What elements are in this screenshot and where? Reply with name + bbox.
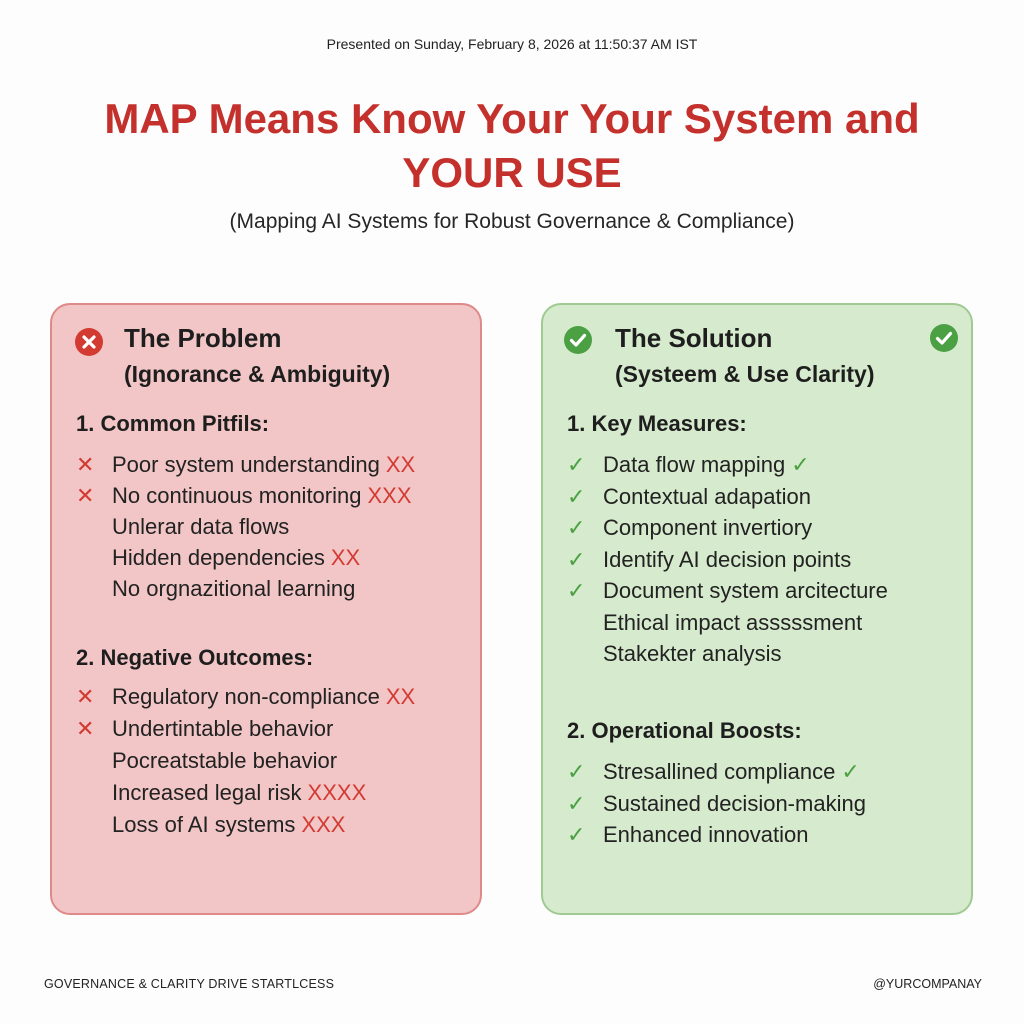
list-item-text: Poor system understanding [112, 452, 380, 477]
list-item [567, 545, 851, 575]
problem-section1-heading: 1. Common Pitfils: [76, 411, 270, 436]
footer-handle: @YURCOMPANAY [873, 977, 982, 991]
severity-marks: XXXX [307, 780, 367, 805]
list-item [76, 574, 355, 604]
severity-marks: XX [330, 545, 361, 570]
solution-section1-heading: 1. Key Measures: [567, 411, 747, 436]
check-icon: ✓ [567, 578, 586, 603]
check-circle-icon [563, 325, 593, 355]
severity-marks: XX [385, 452, 416, 477]
presented-timestamp: Presented on Sunday, February 8, 2026 at 11:50:37 AM IST [326, 36, 698, 52]
check-icon: ✓ [567, 822, 586, 847]
list-item-text: Ethical impact asssssment [603, 609, 863, 635]
list-item-text: Regulatory non-compliance [112, 684, 380, 709]
cross-icon: ✕ [76, 452, 95, 477]
list-item [567, 482, 811, 512]
list-item [76, 810, 345, 840]
cross-icon: ✕ [76, 684, 95, 709]
list-item [567, 789, 866, 819]
list-item-text: Data flow mapping [603, 452, 786, 477]
list-item [567, 450, 810, 480]
list-item-text: Increased legal risk [112, 780, 302, 805]
list-item-text: Stakekter analysis [603, 641, 782, 666]
list-item-text: Stresallined compliance [603, 759, 836, 784]
problem-section2-heading: 2. Negative Outcomes: [76, 645, 314, 670]
list-item-text: Identify AI decision points [603, 546, 852, 572]
list-item [567, 820, 809, 850]
solution-subtitle: (Systeem & Use Clarity) [615, 361, 875, 387]
check-icon: ✓ [791, 452, 810, 477]
list-item [567, 576, 888, 606]
check-icon: ✓ [567, 483, 586, 509]
list-item [76, 481, 412, 511]
list-item [567, 639, 782, 669]
severity-marks: XX [385, 684, 416, 709]
list-item [567, 513, 812, 543]
page-title [40, 92, 984, 200]
list-item-text: Enhanced innovation [603, 822, 809, 847]
list-item-text: No orgnazitional learning [112, 576, 356, 601]
problem-title: The Problem [124, 323, 282, 353]
list-item-text: Hidden dependencies [112, 545, 325, 570]
list-item-text: Undertintable behavior [112, 716, 334, 741]
check-icon: ✓ [567, 452, 586, 477]
x-circle-icon [74, 327, 104, 357]
check-icon: ✓ [567, 790, 586, 816]
list-item [76, 682, 415, 712]
list-item-text: Sustained decision-making [603, 790, 866, 816]
list-item [76, 714, 333, 744]
severity-marks: XXX [367, 483, 412, 508]
list-item [567, 608, 862, 638]
problem-subtitle: (Ignorance & Ambiguity) [124, 361, 391, 387]
list-item [76, 778, 366, 808]
solution-title: The Solution [615, 323, 773, 353]
page-subtitle: (Mapping AI Systems for Robust Governance & Compliance) [229, 210, 795, 233]
list-item-text: Contextual adapation [603, 483, 811, 509]
check-icon: ✓ [567, 759, 586, 784]
list-item [76, 543, 360, 573]
list-item [76, 512, 289, 542]
problem-panel [50, 303, 482, 915]
cross-icon: ✕ [76, 483, 95, 508]
severity-marks: XXX [301, 812, 346, 837]
list-item [76, 450, 415, 480]
solution-section2-heading: 2. Operational Boosts: [567, 718, 802, 743]
list-item-text: No continuous monitoring [112, 483, 362, 508]
solution-panel [541, 303, 973, 915]
list-item [76, 746, 337, 776]
check-icon: ✓ [567, 515, 586, 540]
list-item [567, 757, 860, 787]
title-line-1: MAP Means Know Your Your System and [104, 95, 920, 142]
list-item-text: Pocreatstable behavior [112, 748, 338, 773]
check-circle-icon [929, 323, 959, 353]
list-item-text: Loss of AI systems [112, 812, 296, 837]
list-item-text: Document system arcitecture [603, 578, 888, 603]
footer-tagline: GOVERNANCE & CLARITY DRIVE STARTLCESS [44, 977, 335, 991]
title-line-2: YOUR USE [402, 149, 622, 196]
cross-icon: ✕ [76, 716, 95, 741]
list-item-text: Unlerar data flows [112, 514, 290, 539]
list-item-text: Component invertiory [603, 515, 813, 540]
check-icon: ✓ [841, 759, 860, 784]
check-icon: ✓ [567, 546, 586, 572]
